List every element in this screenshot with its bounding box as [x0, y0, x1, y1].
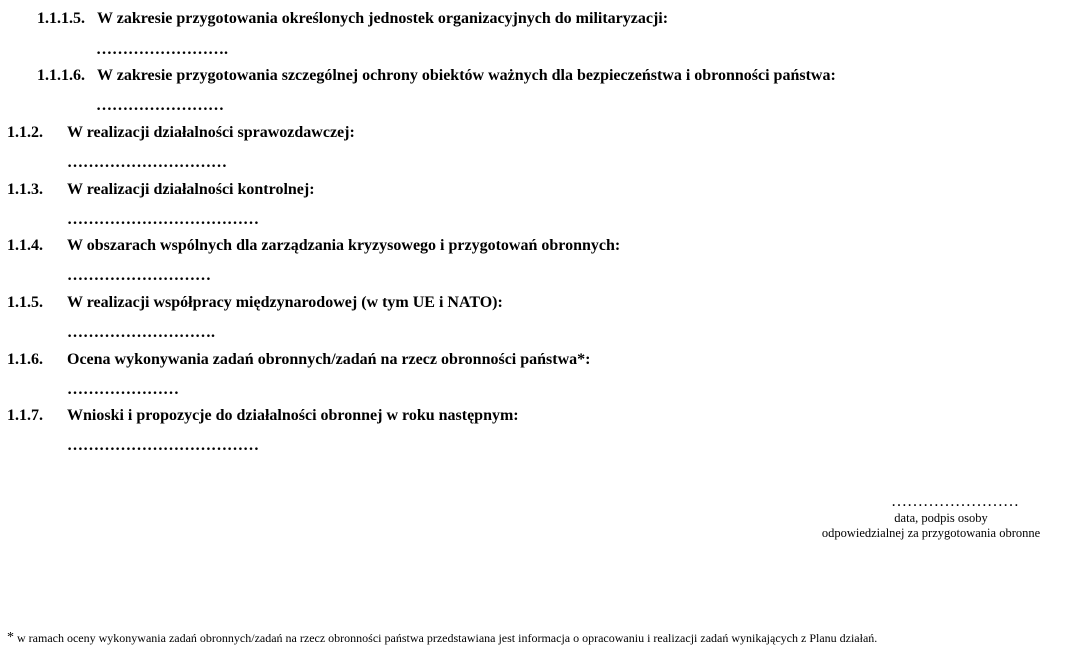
- section-title: W obszarach wspólnych dla zarządzania kryzysowego i przygotowań obronnych:: [67, 237, 621, 254]
- answer-placeholder: ……………………….: [67, 324, 215, 341]
- section-title: Wnioski i propozycje do działalności obronnej w roku następnym:: [67, 407, 519, 424]
- section-title: W realizacji współpracy międzynarodowej (w tym UE i NATO):: [67, 294, 503, 311]
- section-title: W realizacji działalności kontrolnej:: [67, 181, 315, 198]
- answer-placeholder: …………………: [67, 381, 179, 398]
- answer-placeholder: ………………………: [67, 267, 211, 284]
- section-title: W realizacji działalności sprawozdawczej:: [67, 124, 355, 141]
- signature-caption: [801, 511, 1061, 541]
- footnote: [7, 630, 877, 646]
- answer-placeholder: ………………………………: [67, 437, 259, 454]
- section-number: 1.1.6.: [7, 351, 43, 368]
- signature-caption-line2: odpowiedzialnej za przygotowania obronne: [821, 526, 1041, 540]
- section-number: 1.1.3.: [7, 181, 43, 198]
- answer-placeholder: ……………………: [96, 97, 224, 114]
- section-number: 1.1.4.: [7, 237, 43, 254]
- section-number: 1.1.1.6.: [37, 67, 85, 84]
- section-number: 1.1.7.: [7, 407, 43, 424]
- signature-caption-line1: data, podpis osoby: [894, 511, 988, 525]
- section-title: W zakresie przygotowania określonych jednostek organizacyjnych do militaryzacji:: [97, 10, 669, 27]
- section-title: Ocena wykonywania zadań obronnych/zadań na rzecz obronności państwa*:: [67, 351, 591, 368]
- section-number: 1.1.5.: [7, 294, 43, 311]
- signature-line: ……………………: [891, 493, 1019, 510]
- answer-placeholder: ………………………………: [67, 211, 259, 228]
- section-number: 1.1.1.5.: [37, 10, 85, 27]
- footnote-text: w ramach oceny wykonywania zadań obronnych/zadań na rzecz obronności państwa przedstawiana jest informacja o opracowaniu i realizacji zadań wynikających z Planu działań.: [17, 631, 878, 645]
- answer-placeholder: …………………………: [67, 154, 227, 171]
- section-number: 1.1.2.: [7, 124, 43, 141]
- section-title: W zakresie przygotowania szczególnej ochrony obiektów ważnych dla bezpieczeństwa i obronności państwa:: [97, 67, 836, 84]
- footnote-marker: *: [7, 630, 14, 645]
- answer-placeholder: …………………….: [96, 41, 228, 58]
